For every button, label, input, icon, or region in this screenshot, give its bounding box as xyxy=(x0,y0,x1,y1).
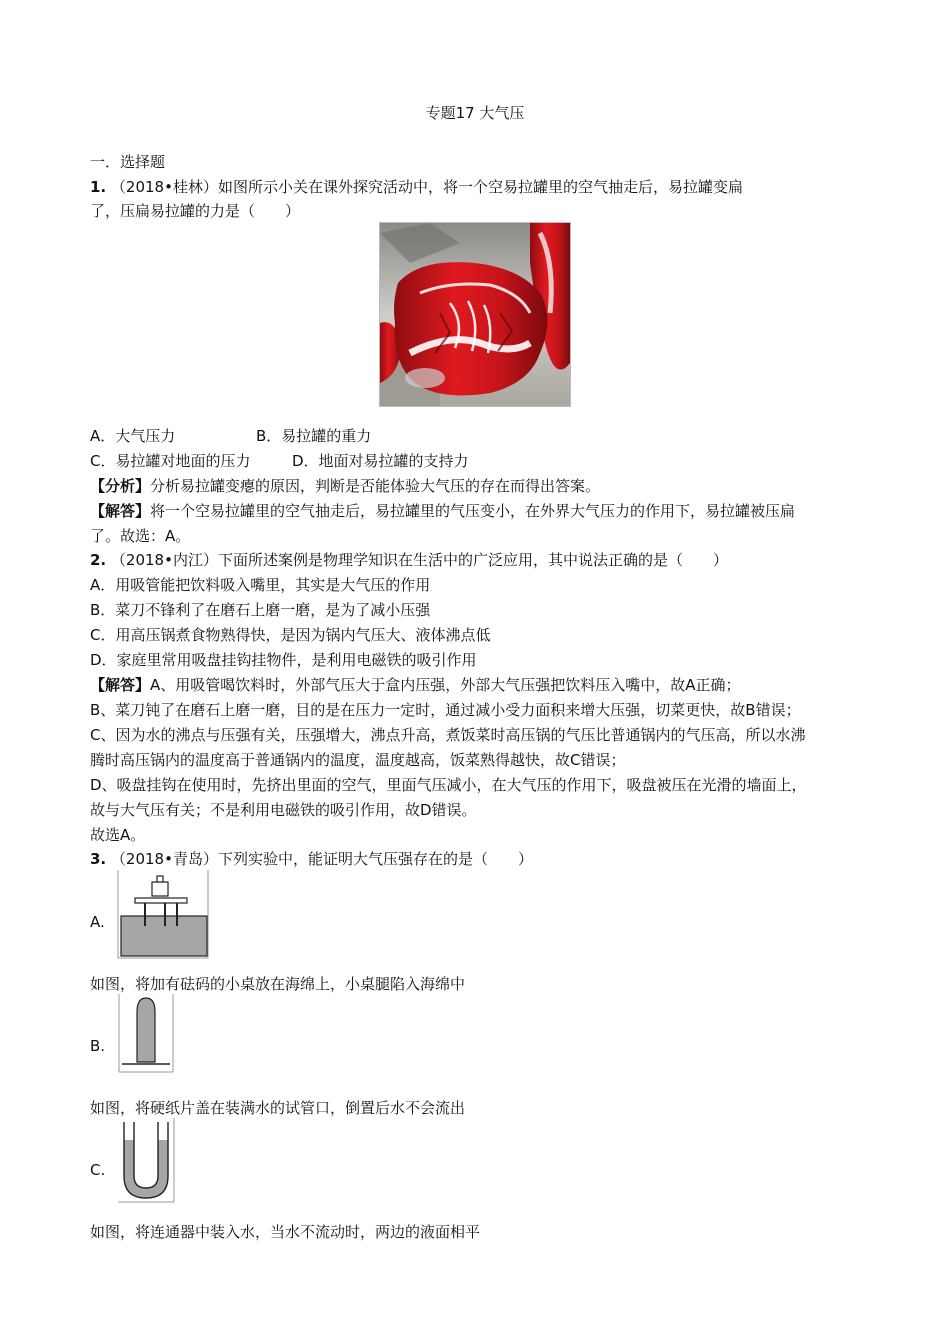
q3-stem xyxy=(90,849,533,869)
q2-option-a: A．用吸管能把饮料吸入嘴里，其实是大气压的作用 xyxy=(90,576,431,594)
answer-tag: 【解答】 xyxy=(90,502,151,520)
q1-analysis xyxy=(90,476,600,496)
table-on-sponge-figure xyxy=(117,870,209,960)
inverted-test-tube-figure xyxy=(118,994,174,1074)
q1-option-a: A．大气压力 xyxy=(90,427,176,445)
analysis-text: 分析易拉罐变瘪的原因，判断是否能体验大气压的存在而得出答案。 xyxy=(150,477,601,495)
q1-stem-text: （2018•桂林）如图所示小关在课外探究活动中，将一个空易拉罐里的空气抽走后，易拉罐变扁 xyxy=(110,178,743,196)
q1-option-c: C．易拉罐对地面的压力 xyxy=(90,452,251,470)
answer-text: 将一个空易拉罐里的空气抽走后，易拉罐里的气压变小，在外界大气压力的作用下，易拉罐被压扁 xyxy=(150,502,796,520)
q1-option-b: B．易拉罐的重力 xyxy=(256,427,372,445)
q3-caption-c: 如图，将连通器中装入水，当水不流动时，两边的液面相平 xyxy=(90,1223,481,1241)
answer-tag: 【解答】 xyxy=(90,676,151,694)
q3-option-b-label: B. xyxy=(90,1037,106,1055)
q2-answer-d1: D、吸盘挂钩在使用时，先挤出里面的空气，里面气压减小，在大气压的作用下，吸盘被压在光滑的墙面上， xyxy=(90,776,807,794)
q2-option-d: D．家庭里常用吸盘挂钩挂物件，是利用电磁铁的吸引作用 xyxy=(90,651,477,669)
q1-option-d: D．地面对易拉罐的支持力 xyxy=(292,452,469,470)
q3-option-c-label: C. xyxy=(90,1161,106,1179)
q2-answer-c1: C、因为水的沸点与压强有关，压强增大，沸点升高，煮饭菜时高压锅的气压比普通锅内的气压高，所以水沸 xyxy=(90,726,806,744)
q2-option-c: C．用高压锅煮食物熟得快，是因为锅内气压大、液体沸点低 xyxy=(90,626,491,644)
q3-caption-b: 如图，将硬纸片盖在装满水的试管口，倒置后水不会流出 xyxy=(90,1099,466,1117)
q2-answer-d2: 故与大气压有关；不是利用电磁铁的吸引作用，故D错误。 xyxy=(90,801,477,819)
q2-answer-c2: 腾时高压锅内的温度高于普通锅内的温度，温度越高，饭菜熟得越快，故C错误； xyxy=(90,751,626,769)
q2-answer-b: B、菜刀钝了在磨石上磨一磨，目的是在压力一定时，通过减小受力面积来增大压强，切菜更快，故B错误； xyxy=(90,701,801,719)
q1-stem-line2: 了，压扁易拉罐的力是（ ） xyxy=(90,202,301,220)
q3-caption-a: 如图，将加有砝码的小桌放在海绵上，小桌腿陷入海绵中 xyxy=(90,975,466,993)
q2-stem xyxy=(90,550,728,570)
section-heading: 一．选择题 xyxy=(90,153,166,171)
q1-answer-line1 xyxy=(90,501,795,521)
analysis-tag: 【分析】 xyxy=(90,477,151,495)
q3-stem-text: （2018•青岛）下列实验中，能证明大气压强存在的是（ ） xyxy=(110,850,533,868)
crushed-can-photo xyxy=(379,222,571,407)
q3-option-a-label: A. xyxy=(90,913,105,931)
page-title: 专题17 大气压 xyxy=(425,104,525,122)
u-tube-connector-figure xyxy=(117,1118,175,1204)
q2-option-b: B．菜刀不锋利了在磨石上磨一磨，是为了减小压强 xyxy=(90,601,431,619)
q1-answer-line2: 了。故选：A。 xyxy=(90,527,191,545)
q3-number: 3. xyxy=(90,850,107,868)
q2-number: 2. xyxy=(90,551,107,569)
q1-number: 1. xyxy=(90,178,107,196)
q2-conclusion: 故选A。 xyxy=(90,826,146,844)
q1-stem-line1 xyxy=(90,177,743,197)
q2-answer-a xyxy=(90,675,741,695)
q2-stem-text: （2018•内江）下面所述案例是物理学知识在生活中的广泛应用，其中说法正确的是（ ） xyxy=(110,551,728,569)
answer-text: A、用吸管喝饮料时，外部气压大于盒内压强，外部大气压强把饮料压入嘴中，故A正确； xyxy=(150,676,741,694)
